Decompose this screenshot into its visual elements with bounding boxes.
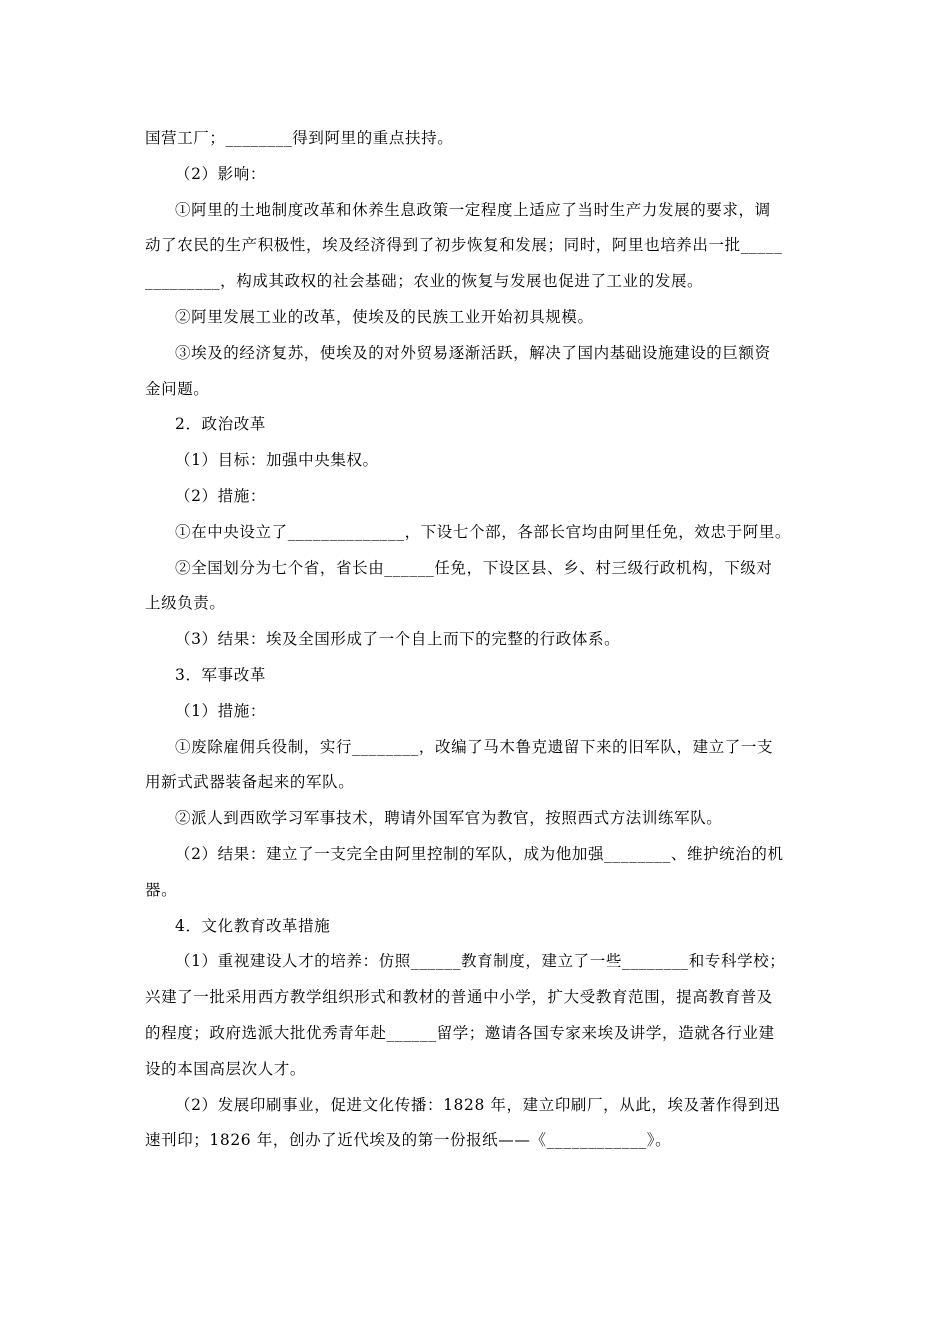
text-line: 设的本国高层次人才。: [145, 1059, 307, 1078]
text-line: _________，构成其政权的社会基础；农业的恢复与发展也促进了工业的发展。: [145, 272, 704, 291]
text-line: 器。: [145, 880, 178, 899]
text-line: 4．文化教育改革措施: [175, 916, 331, 935]
text-line: ③埃及的经济复苏，使埃及的对外贸易逐渐活跃，解决了国内基础设施建设的巨额资: [175, 343, 771, 362]
document-body: [145, 121, 810, 1159]
text-line: ①阿里的土地制度改革和休养生息政策一定程度上适应了当时生产力发展的要求，调: [175, 200, 771, 219]
text-line: ①在中央设立了______________，下设七个部，各部长官均由阿里任免，效忠于阿里。: [175, 522, 792, 541]
text-line: （2）措施：: [175, 486, 266, 505]
text-line: 速刊印；1826 年，创办了近代埃及的第一份报纸——《____________》。: [145, 1131, 672, 1150]
text-line: ②派人到西欧学习军事技术，聘请外国军官为教官，按照西式方法训练军队。: [175, 809, 723, 828]
text-line: 3．军事改革: [175, 665, 266, 684]
text-line: （2）影响：: [175, 164, 266, 183]
text-line: 动了农民的生产积极性，埃及经济得到了初步恢复和发展；同时，阿里也培养出一批_____: [145, 236, 783, 255]
text-line: 2．政治改革: [175, 415, 266, 434]
text-line: 金问题。: [145, 379, 210, 398]
text-line: 用新式武器装备起来的军队。: [145, 773, 355, 792]
text-line: ①废除雇佣兵役制，实行________，改编了马木鲁克遗留下来的旧军队，建立了一支: [175, 737, 774, 756]
text-line: 兴建了一批采用西方教学组织形式和教材的普通中小学，扩大受教育范围，提高教育普及: [145, 988, 773, 1007]
text-line: （1）措施：: [175, 701, 266, 720]
text-line: （3）结果：埃及全国形成了一个自上而下的完整的行政体系。: [175, 630, 621, 649]
text-line: （2）发展印刷事业，促进文化传播：1828 年，建立印刷厂，从此，埃及著作得到迅: [175, 1095, 781, 1114]
text-line: ②阿里发展工业的改革，使埃及的民族工业开始初具规模。: [175, 307, 594, 326]
text-line: 国营工厂；________得到阿里的重点扶持。: [145, 129, 454, 147]
text-line: ②全国划分为七个省，省长由______任免，下设区县、乡、村三级行政机构，下级对: [175, 558, 773, 577]
text-line: （2）结果：建立了一支完全由阿里控制的军队，成为他加强________、维护统治的机: [175, 844, 784, 863]
text-line: 上级负责。: [145, 594, 226, 613]
text-line: （1）重视建设人才的培养：仿照______教育制度，建立了一些________和专科学校；: [175, 952, 786, 971]
text-line: （1）目标：加强中央集权。: [175, 451, 379, 470]
text-line: 的程度；政府选派大批优秀青年赴______留学；邀请各国专家来埃及讲学，造就各行业建: [145, 1023, 775, 1042]
